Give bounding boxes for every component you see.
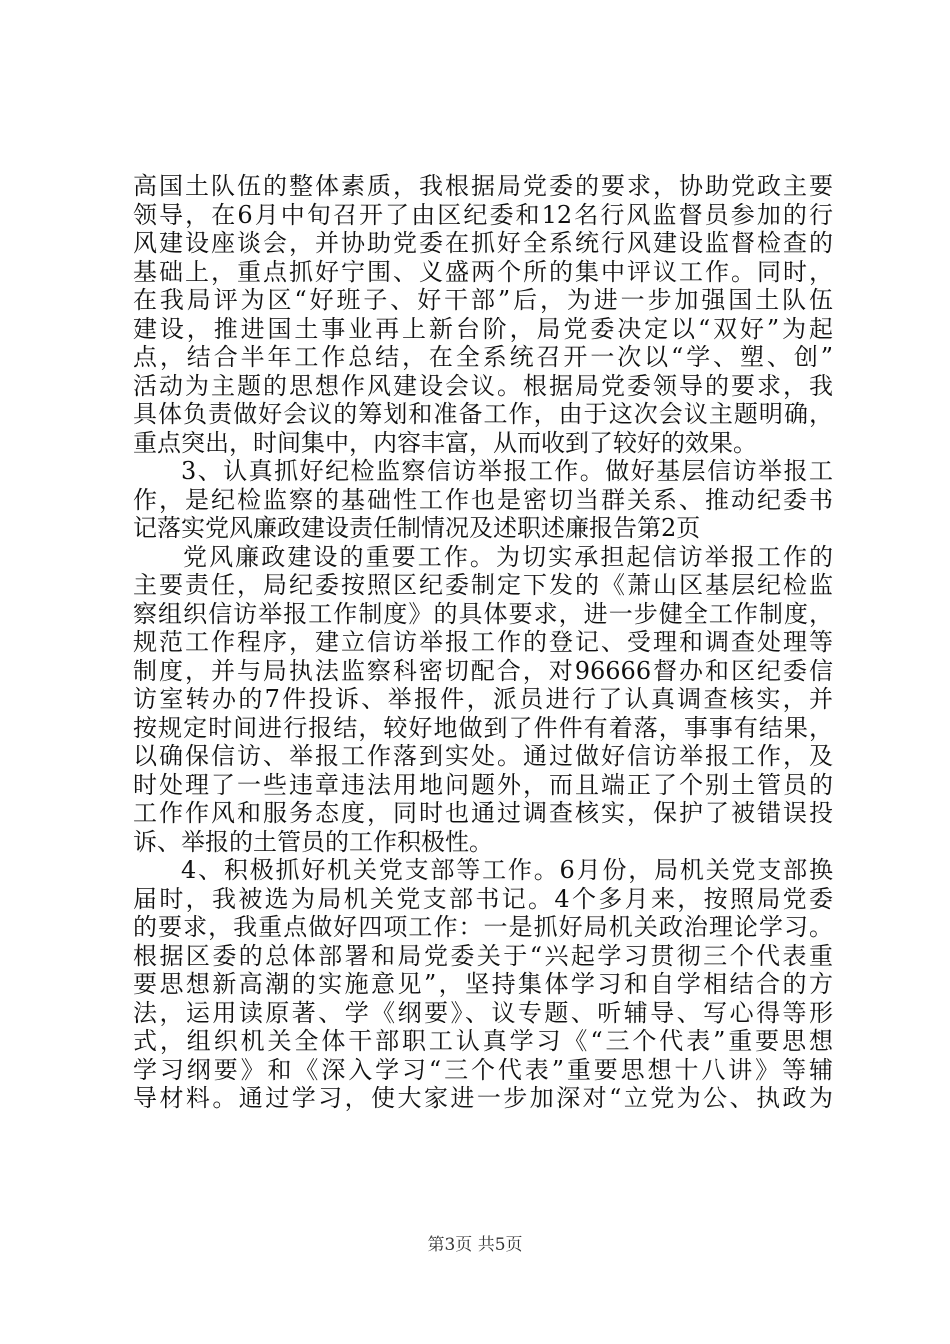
text-line: 风建设座谈会，并协助党委在抓好全系统行风建设监督检查的: [133, 229, 833, 257]
paragraph-start-line: 4、积极抓好机关党支部等工作。6月份，局机关党支部换: [181, 856, 833, 884]
text-line: 建设，推进国土事业再上新台阶，局党委决定以“双好”为起: [133, 314, 833, 343]
text-line: 领导，在6月中旬召开了由区纪委和12名行风监督员参加的行: [133, 200, 833, 229]
text-line: 按规定时间进行报结，较好地做到了件件有着落，事事有结果，: [133, 713, 833, 742]
text-line: 重点突出，时间集中，内容丰富，从而收到了较好的效果。: [133, 428, 757, 457]
text-line: 导材料。通过学习，使大家进一步加深对“立党为公、执政为: [133, 1084, 833, 1112]
text-line: 工作作风和服务态度，同时也通过调查核实，保护了被错误投: [133, 799, 833, 827]
text-line: 高国土队伍的整体素质，我根据局党委的要求，协助党政主要: [133, 172, 833, 200]
text-line: 基础上，重点抓好宁围、义盛两个所的集中评议工作。同时，: [133, 257, 833, 286]
text-line: 根据区委的总体部署和局党委关于“兴起学习贯彻三个代表重: [133, 941, 833, 970]
text-line: 察组织信访举报工作制度》的具体要求，进一步健全工作制度，: [133, 599, 833, 628]
text-line: 规范工作程序，建立信访举报工作的登记、受理和调查处理等: [133, 628, 833, 656]
text-line: 具体负责做好会议的筹划和准备工作，由于这次会议主题明确，: [133, 400, 833, 428]
text-line: 作，是纪检监察的基础性工作也是密切当群关系、推动纪委书: [133, 485, 833, 514]
text-line: 主要责任，局纪委按照区纪委制定下发的《萧山区基层纪检监: [133, 571, 833, 599]
text-line: 时处理了一些违章违法用地问题外，而且端正了个别土管员的: [133, 770, 833, 799]
text-line: 活动为主题的思想作风建设会议。根据局党委领导的要求，我: [133, 371, 833, 400]
text-line: 式，组织机关全体干部职工认真学习《“三个代表”重要思想: [133, 1027, 833, 1055]
text-line: 记落实党风廉政建设责任制情况及述职述廉报告第2页: [133, 514, 701, 542]
paragraph-start-line: 党风廉政建设的重要工作。为切实承担起信访举报工作的: [183, 542, 833, 571]
text-line: 届时，我被选为局机关党支部书记。4个多月来，按照局党委: [133, 884, 833, 913]
text-line: 学习纲要》和《深入学习“三个代表”重要思想十八讲》等辅: [133, 1055, 833, 1084]
text-line: 访室转办的7件投诉、举报件，派员进行了认真调查核实，并: [133, 685, 833, 713]
page-number-footer: 第3页 共5页: [427, 1235, 523, 1255]
text-line: 点，结合半年工作总结，在全系统召开一次以“学、塑、创”: [133, 343, 833, 371]
paragraph-start-line: 3、认真抓好纪检监察信访举报工作。做好基层信访举报工: [181, 457, 833, 485]
text-line: 以确保信访、举报工作落到实处。通过做好信访举报工作，及: [133, 742, 833, 770]
text-line: 制度，并与局执法监察科密切配合，对96666督办和区纪委信: [133, 656, 833, 685]
text-line: 要思想新高潮的实施意见”，坚持集体学习和自学相结合的方: [133, 970, 833, 998]
text-line: 法，运用读原著、学《纲要》、议专题、听辅导、写心得等形: [133, 998, 833, 1027]
text-line: 的要求，我重点做好四项工作：一是抓好局机关政治理论学习。: [133, 913, 833, 941]
body-text: [133, 172, 833, 1113]
text-line: 诉、举报的土管员的工作积极性。: [133, 827, 493, 856]
text-line: 在我局评为区“好班子、好干部”后，为进一步加强国土队伍: [133, 286, 833, 314]
